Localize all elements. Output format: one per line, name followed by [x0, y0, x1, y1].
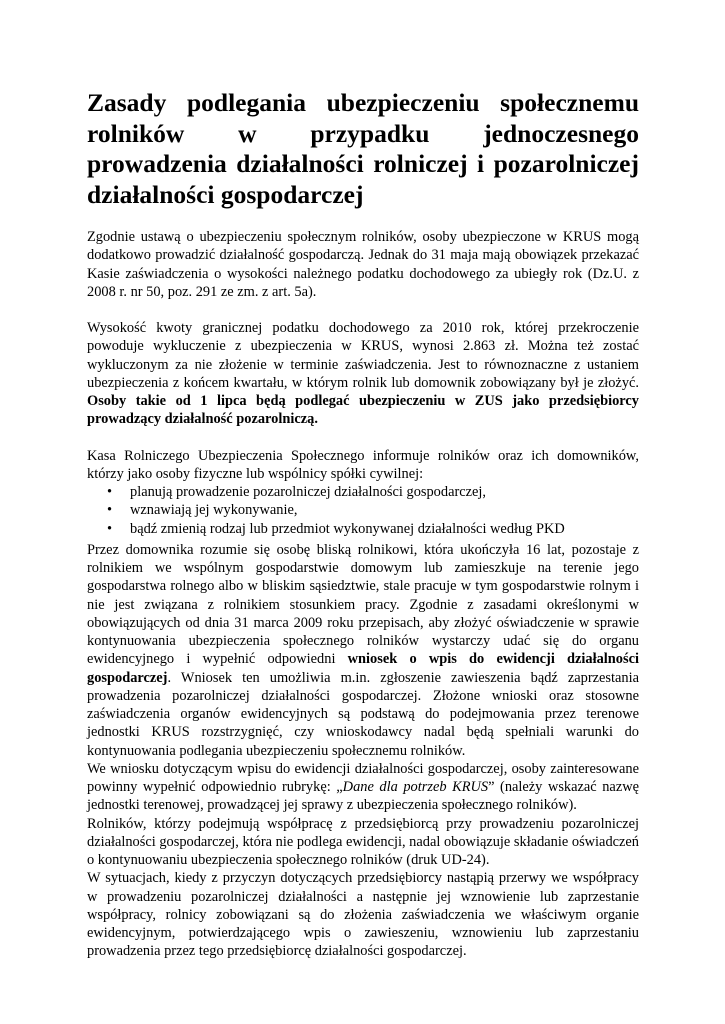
- paragraph-cooperation: Rolników, którzy podejmują współpracę z przedsiębiorcą przy prowadzeniu pozarolniczej działalności gospodarczej, która nie podlega ewidencji, nadal obowiązuje składanie oświadczeń o kontynuowaniu ubezpieczenia społecznego rolników (druk UD-24).: [87, 815, 639, 868]
- paragraph-intro: Zgodnie ustawą o ubezpieczeniu społecznym rolników, osoby ubezpieczone w KRUS mogą dodatkowo prowadzić działalność gospodarczą. Jednak do 31 maja mają obowiązek przekazać Kasie zaświadczenia o wysokości należnego podatku dochodowego za ubiegły rok (Dz.U. z 2008 r. nr 50, poz. 291 ze zm. z art. 5a).: [87, 229, 639, 300]
- bullet-list: [87, 483, 639, 538]
- document-body: [87, 228, 639, 961]
- zus-notice-bold: Osoby takie od 1 lipca będą podlegać ubezpieczeniu w ZUS jako przedsiębiorcy prowadzący działalność pozarolniczą.: [87, 393, 639, 428]
- application-form-bold: wniosek o wpis do ewidencji działalności gospodarczej: [87, 651, 639, 686]
- document-title-text: Zasady podlegania ubezpieczeniu społecznemu rolników w przypadku jednoczesnego prowadzenia działalności rolniczej i pozarolniczej działalności gospodarczej: [87, 88, 639, 209]
- list-item-text: bądź zmienią rodzaj lub przedmiot wykonywanej działalności według PKD: [130, 520, 565, 537]
- list-item: [87, 520, 639, 538]
- paragraph-gap: [87, 429, 639, 447]
- bullet-icon: •: [107, 484, 113, 500]
- bullet-icon: •: [107, 520, 113, 537]
- list-item-text: wznawiają jej wykonywanie,: [130, 502, 298, 519]
- paragraph-interruptions: W sytuacjach, kiedy z przyczyn dotyczących przedsiębiorcy nastąpią przerwy we współpracy w prowadzeniu pozarolniczej działalności a następnie jej wznowienie lub zaprzestanie współpracy, rolnicy zobowiązani są do złożenia zaświadczenia we właściwym organie ewidencyjnym, potwierdzającego wpis o zawieszeniu, wznowieniu lub zaprzestaniu prowadzenia przez tego przedsiębiorcę działalności gospodarczej.: [87, 870, 639, 960]
- paragraph-application-field-text-b: ” (należy wskazać nazwę jednostki terenowej, prowadzącej jej sprawy z ubezpieczenia społecznego rolników).: [87, 779, 639, 814]
- paragraph-income-threshold: [87, 319, 639, 429]
- paragraph-household-member-text-b: . Wniosek ten umożliwia m.in. zgłoszenie zawieszenia bądź zaprzestania prowadzenia pozarolniczej działalności gospodarczej. Złożone wnioski oraz stosowne zaświadczenia organów ewidencyjnych są podstawą do podejmowania przez terenowe jednostki KRUS rozstrzygnięć, czy wnioskodawcy nadal będą spełniali warunki do kontynuowania podlegania ubezpieczeniu społecznemu rolników.: [87, 669, 639, 759]
- document-title: [87, 88, 639, 210]
- krus-field-italic: Dane dla potrzeb KRUS: [342, 779, 489, 795]
- paragraph-household-member-text-a: Przez domownika rozumie się osobę bliską rolnikowi, która ukończyła 16 lat, pozostaje z rolnikiem we wspólnym gospodarstwie domowym lub zamieszkuje na terenie jego gospodarstwa rolnego albo w bliskim sąsiedztwie, stale pracuje w tym gospodarstwie rolnym i nie jest związana z rolnikiem stosunkiem pracy. Zgodnie z zasadami określonymi w obowiązujących od dnia 31 marca 2009 roku przepisach, aby złożyć oświadczenie w sprawie kontynuowania ubezpieczenia społecznego rolników wystarczy udać się do organu ewidencyjnego i wypełnić odpowiedni: [87, 541, 639, 668]
- paragraph-income-threshold-text: Wysokość kwoty granicznej podatku dochodowego za 2010 rok, której przekroczenie powoduje wykluczenie z ubezpieczenia w KRUS, wynosi 2.863 zł. Można też zostać wykluczonym za nie złożenie w terminie zaświadczenia. Jest to równoznaczne z ustaniem ubezpieczenia z końcem kwartału, w którym rolnik lub domownik zobowiązany był je złożyć.: [87, 320, 639, 391]
- bullet-icon: •: [107, 502, 113, 519]
- paragraph-gap: [87, 301, 639, 319]
- paragraph-application-field-text-a: We wniosku dotyczącym wpisu do ewidencji działalności gospodarczej, osoby zainteresowane powinny wypełnić odpowiednio rubrykę: „: [87, 760, 639, 795]
- paragraph-application-field: [87, 760, 639, 815]
- list-item: [87, 483, 639, 501]
- list-item: [87, 501, 639, 519]
- paragraph-household-member: [87, 541, 639, 760]
- paragraph-krus-info: Kasa Rolniczego Ubezpieczenia Społecznego informuje rolników oraz ich domowników, którzy jako osoby fizyczne lub wspólnicy spółki cywilnej:: [87, 447, 639, 482]
- list-item-text: planują prowadzenie pozarolniczej działalności gospodarczej,: [130, 484, 487, 500]
- document-page: [87, 88, 639, 961]
